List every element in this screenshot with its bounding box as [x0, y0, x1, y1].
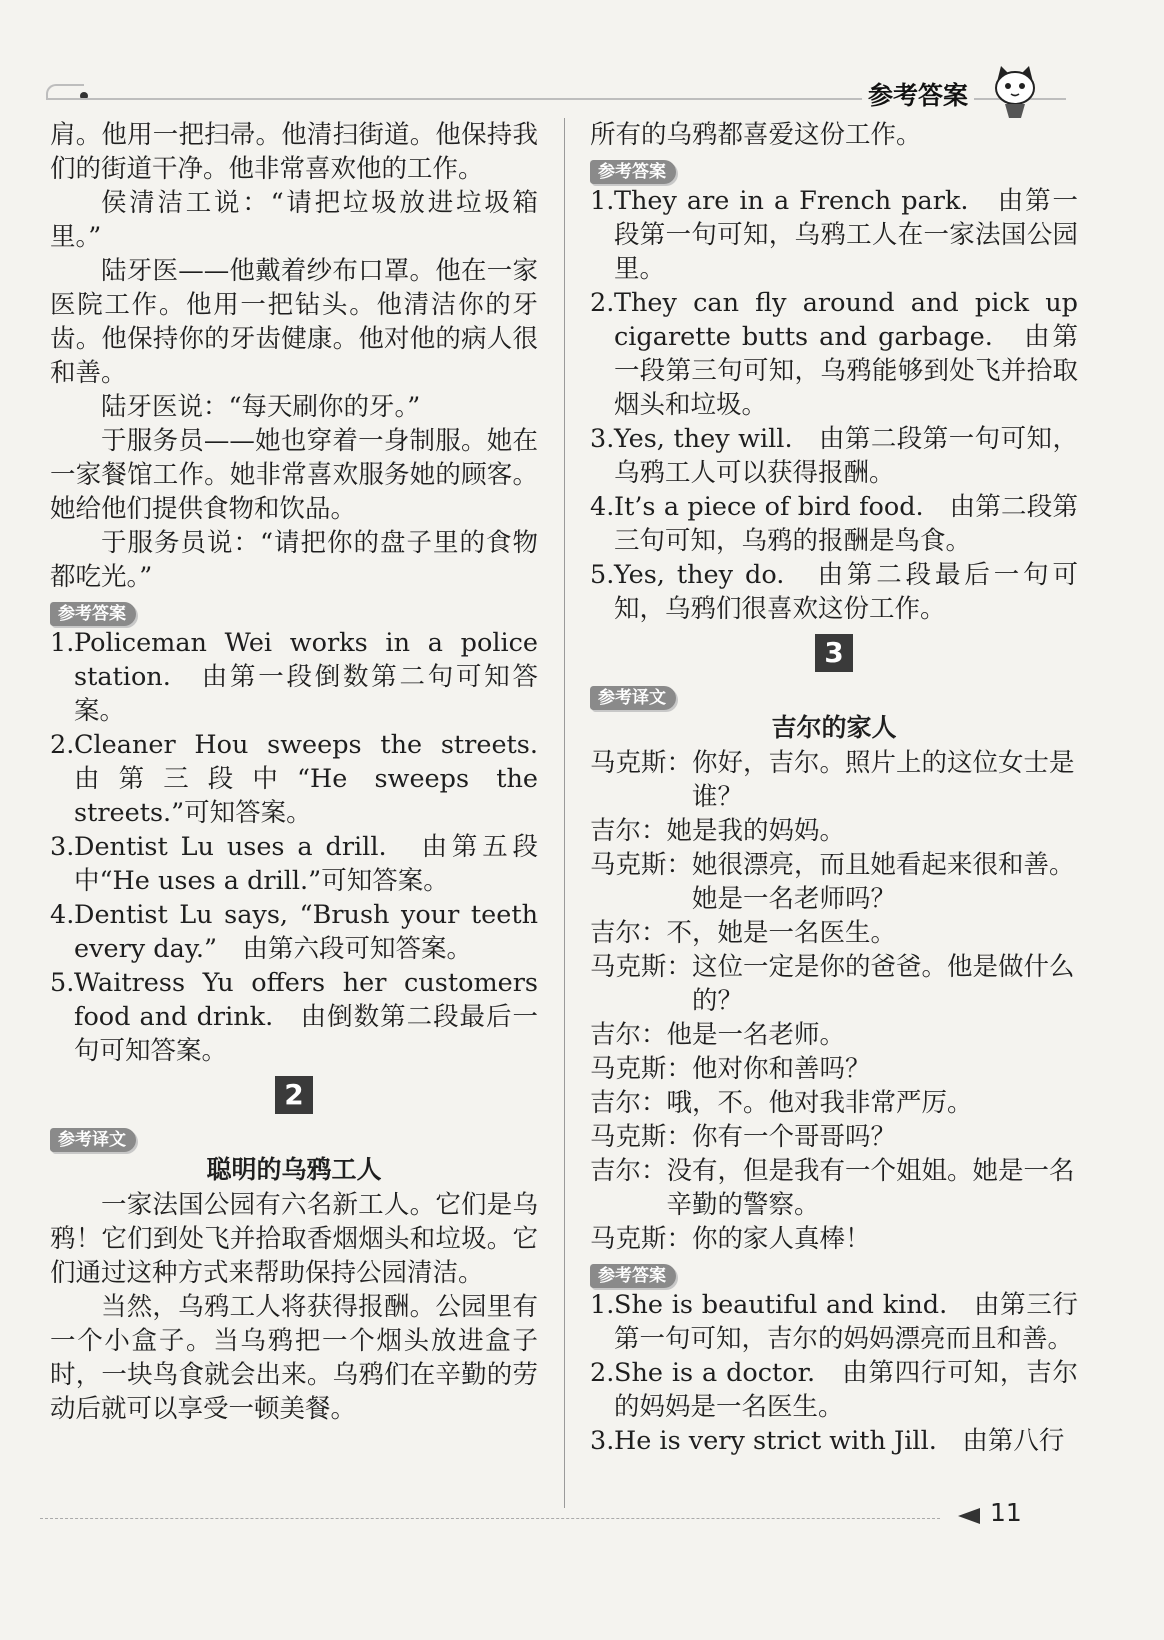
speaker: 吉尔：	[590, 918, 667, 948]
dialogue-line	[590, 1154, 1078, 1222]
section-title: 聪明的乌鸦工人	[206, 1155, 382, 1184]
answer-item	[50, 626, 538, 728]
answer-number: 5.	[50, 968, 75, 998]
dialogue-line	[590, 1052, 1078, 1086]
dialogue-line	[590, 916, 1078, 950]
answer-item	[50, 830, 538, 898]
page-header-title: 参考答案	[862, 76, 974, 112]
answer-item	[50, 966, 538, 1068]
answer-number: 3.	[590, 424, 615, 454]
answer-text: Policeman Wei works in a police station. 由第一段倒数第二句可知答案。	[74, 628, 538, 726]
section-number-badge: 2	[275, 1076, 313, 1114]
answer-text: Yes, they do. 由第二段最后一句可知，乌鸦们很喜欢这份工作。	[614, 560, 1078, 624]
dialogue-text: 你有一个哥哥吗？	[692, 1122, 897, 1152]
paragraph: 于服务员——她也穿着一身制服。她在一家餐馆工作。她非常喜欢服务她的顾客。她给他们提供食物和饮品。	[50, 426, 538, 524]
dialogue-line	[590, 1018, 1078, 1052]
left-column	[50, 118, 564, 1426]
section-number-badge: 3	[815, 634, 853, 672]
speaker: 吉尔：	[590, 1088, 667, 1118]
answer-item	[590, 558, 1078, 626]
answer-text: Waitress Yu offers her customers food and drink. 由倒数第二段最后一句可知答案。	[74, 968, 538, 1066]
translation-tag: 参考译文	[50, 1128, 136, 1152]
answer-item	[590, 286, 1078, 422]
answer-item	[590, 422, 1078, 490]
cat-mascot-icon	[985, 60, 1045, 120]
dialogue-text: 你的家人真棒！	[692, 1224, 871, 1254]
paragraph: 一家法国公园有六名新工人。它们是乌鸦！它们到处飞并拾取香烟烟头和垃圾。它们通过这种方式来帮助保持公园清洁。	[50, 1190, 538, 1288]
footer-rule	[40, 1518, 940, 1519]
dialogue-text: 哦，不。他对我非常严厉。	[666, 1088, 973, 1118]
speaker: 马克斯：	[590, 748, 693, 778]
dialogue-text: 她很漂亮，而且她看起来很和善。她是一名老师吗？	[692, 850, 1075, 914]
answers-tag: 参考答案	[590, 160, 676, 184]
answer-text: Cleaner Hou sweeps the streets. 由第三段中“He sweeps the streets.”可知答案。	[74, 730, 564, 828]
speaker: 马克斯：	[590, 1122, 693, 1152]
translation-tag: 参考译文	[590, 686, 676, 710]
dialogue-line	[590, 746, 1078, 814]
answer-item	[590, 1424, 1078, 1458]
dialogue-text: 没有，但是我有一个姐姐。她是一名辛勤的警察。	[666, 1156, 1075, 1220]
paragraph: 陆牙医——他戴着纱布口罩。他在一家医院工作。他用一把钻头。他清洁你的牙齿。他保持你的牙齿健康。他对他的病人很和善。	[50, 256, 538, 388]
dialogue-line	[590, 950, 1078, 1018]
column-divider	[564, 118, 565, 1508]
dialogue-text: 不，她是一名医生。	[666, 918, 897, 948]
paragraph: 当然，乌鸦工人将获得报酬。公园里有一个小盒子。当乌鸦把一个烟头放进盒子时，一块鸟食就会出来。乌鸦们在辛勤的劳动后就可以享受一顿美餐。	[50, 1292, 538, 1424]
answer-number: 5.	[590, 560, 615, 590]
answer-text: Dentist Lu uses a drill. 由第五段中“He uses a drill.”可知答案。	[74, 832, 538, 896]
speaker: 马克斯：	[590, 1054, 693, 1084]
dialogue-line	[590, 814, 1078, 848]
answer-number: 4.	[590, 492, 615, 522]
answer-number: 2.	[590, 288, 615, 318]
answer-text: Yes, they will. 由第二段第一句可知，乌鸦工人可以获得报酬。	[614, 424, 1078, 488]
dialogue-text: 她是我的妈妈。	[666, 816, 846, 846]
section-title: 吉尔的家人	[771, 713, 897, 742]
answer-text: He is very strict with Jill. 由第八行	[614, 1426, 1065, 1456]
paragraph: 于服务员说：“请把你的盘子里的食物都吃光。”	[50, 528, 538, 592]
dialogue-line	[590, 1086, 1078, 1120]
dialogue-text: 这位一定是你的爸爸。他是做什么的？	[692, 952, 1075, 1016]
speaker: 马克斯：	[590, 1224, 693, 1254]
page-number: 11	[990, 1498, 1022, 1527]
paragraph: 肩。他用一把扫帚。他清扫街道。他保持我们的街道干净。他非常喜欢他的工作。	[50, 120, 538, 184]
answers-tag: 参考答案	[50, 602, 136, 626]
speaker: 吉尔：	[590, 1020, 667, 1050]
answer-number: 4.	[50, 900, 75, 930]
answer-item	[590, 490, 1078, 558]
speaker: 马克斯：	[590, 952, 693, 982]
answer-number: 1.	[590, 186, 615, 216]
left-arrow-icon	[958, 1508, 980, 1524]
speaker: 吉尔：	[590, 816, 667, 846]
answer-number: 3.	[590, 1426, 615, 1456]
dialogue-text: 你好，吉尔。照片上的这位女士是谁？	[692, 748, 1075, 812]
answer-item	[590, 184, 1078, 286]
dialogue-line	[590, 1120, 1078, 1154]
answer-number: 1.	[50, 628, 75, 658]
answer-item	[50, 898, 538, 966]
right-column	[590, 118, 1078, 1458]
dialogue-line	[590, 1222, 1078, 1256]
paragraph: 侯清洁工说：“请把垃圾放进垃圾箱里。”	[50, 188, 538, 252]
speaker: 吉尔：	[590, 1156, 667, 1186]
dialogue-line	[590, 848, 1078, 916]
answer-text: They are in a French park. 由第一段第一句可知，乌鸦工人在一家法国公园里。	[614, 186, 1078, 284]
answer-text: They can fly around and pick up cigarette butts and garbage. 由第一段第三句可知，乌鸦能够到处飞并拾取烟头和垃圾。	[614, 288, 1078, 420]
answer-text: She is beautiful and kind. 由第三行第一句可知，吉尔的妈妈漂亮而且和善。	[614, 1290, 1078, 1354]
dialogue-text: 他对你和善吗？	[692, 1054, 871, 1084]
answers-tag: 参考答案	[590, 1264, 676, 1288]
answer-text: Dentist Lu says, “Brush your teeth every day.” 由第六段可知答案。	[74, 900, 538, 964]
answer-number: 3.	[50, 832, 75, 862]
dialogue-text: 他是一名老师。	[666, 1020, 846, 1050]
paragraph: 陆牙医说：“每天刷你的牙。”	[101, 392, 421, 422]
answer-text: It’s a piece of bird food. 由第二段第三句可知，乌鸦的报酬是鸟食。	[614, 492, 1078, 556]
speaker: 马克斯：	[590, 850, 693, 880]
answer-item	[50, 728, 564, 830]
answer-number: 2.	[590, 1358, 615, 1388]
answer-item	[590, 1288, 1078, 1356]
answer-item	[590, 1356, 1078, 1424]
answer-number: 1.	[590, 1290, 615, 1320]
answer-number: 2.	[50, 730, 75, 760]
answer-text: She is a doctor. 由第四行可知，吉尔的妈妈是一名医生。	[614, 1358, 1078, 1422]
paragraph: 所有的乌鸦都喜爱这份工作。	[590, 120, 922, 150]
